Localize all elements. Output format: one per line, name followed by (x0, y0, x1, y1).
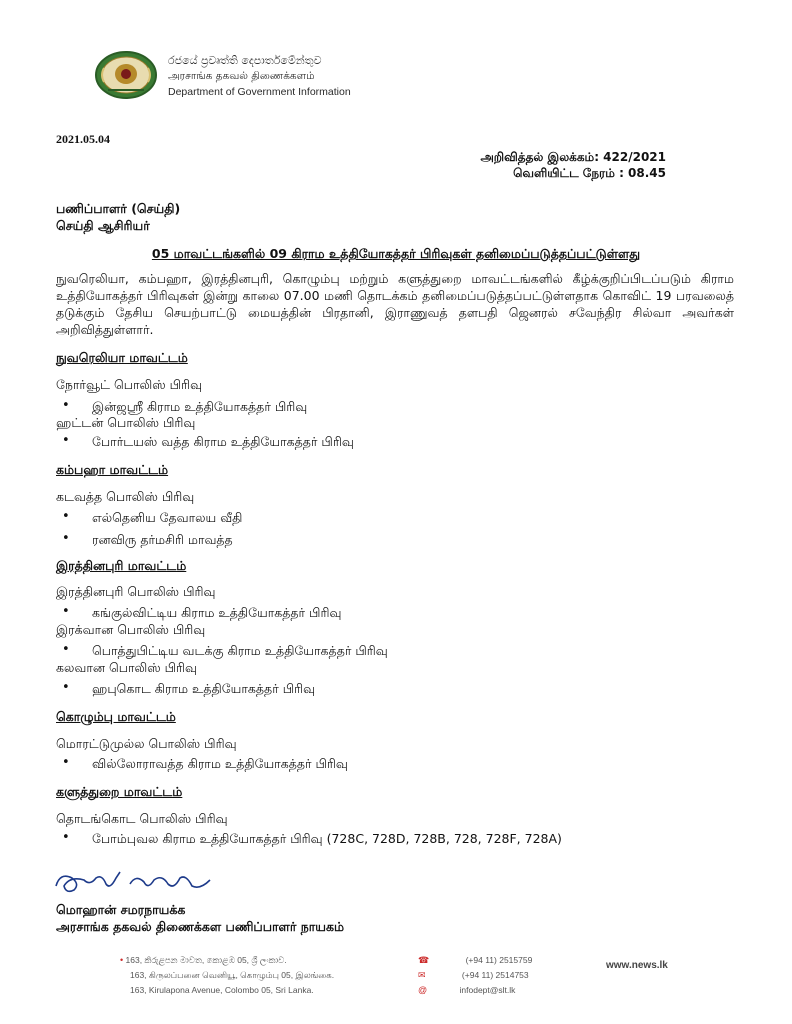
police-division: இரத்தினபுரி பொலிஸ் பிரிவு (56, 584, 216, 599)
police-division: கடவத்த பொலிஸ் பிரிவு (56, 489, 195, 504)
bullet-icon: • (62, 604, 70, 619)
org-name-sinhala: රජයේ ප්‍රවෘත්ති දෙපාර්තමේන්තුව (168, 54, 322, 67)
bullet-icon: • (120, 955, 124, 965)
section-title-nuwara-eliya: நுவரெலியா மாவட்டம் (56, 350, 188, 365)
gn-division-item: போம்புவல கிராம உத்தியோகத்தர் பிரிவு (728C, 728D, 728B, 728, 728F, 728A) (92, 831, 562, 846)
gn-division-item: ரனவிரு தர்மசிரி மாவத்த (92, 532, 233, 547)
police-division: நோர்வூட் பொலிஸ் பிரிவு (56, 377, 203, 392)
section-title-colombo: கொழும்பு மாவட்டம் (56, 709, 176, 724)
bullet-icon: • (62, 398, 70, 413)
signatory-name: மொஹான் சமரநாயக்க (56, 902, 186, 917)
footer-address-tamil: 163, கிருலப்பனை வெனியூ, கொழும்பு 05, இலங்கை. (130, 970, 335, 980)
gn-division-item: வில்லோராவத்த கிராம உத்தியோகத்தர் பிரிவு (92, 756, 348, 771)
bullet-icon: • (62, 433, 70, 448)
bullet-icon: • (62, 680, 70, 695)
footer-email: @ infodept@slt.lk (418, 985, 516, 995)
bullet-icon: • (62, 755, 70, 770)
police-division: மொரட்டுமுல்ல பொலிஸ் பிரிவு (56, 736, 237, 751)
footer-address-english: 163, Kirulapona Avenue, Colombo 05, Sri Lanka. (130, 985, 314, 995)
release-time: வெளியிட்ட நேரம் : 08.45 (513, 166, 666, 180)
addressee-line-1: பணிப்பாளர் (செய்தி) (56, 201, 181, 216)
headline: 05 மாவட்டங்களில் 09 கிராம உத்தியோகத்தர் பிரிவுகள் தனிமைப்படுத்தப்பட்டுள்ளது (151, 246, 641, 261)
bullet-icon: • (62, 830, 70, 845)
email-icon: @ (418, 985, 428, 995)
org-name-tamil: அரசாங்க தகவல் திணைக்களம் (168, 70, 315, 82)
section-title-gampaha: கம்பஹா மாவட்டம் (56, 462, 169, 477)
bullet-icon: • (62, 642, 70, 657)
police-division: ஹட்டன் பொலிஸ் பிரிவு (56, 415, 196, 430)
police-division: இரக்வான பொலிஸ் பிரிவு (56, 622, 206, 637)
signatory-title: அரசாங்க தகவல் திணைக்கள பணிப்பாளர் நாயகம் (56, 919, 345, 934)
footer-fax: ✉ (+94 11) 2514753 (418, 970, 529, 980)
gn-division-item: இன்ஜஸ்ரீ கிராம உத்தியோகத்தர் பிரிவு (92, 399, 308, 414)
police-division: கலவான பொலிஸ் பிரிவு (56, 660, 198, 675)
org-name-english: Department of Government Information (168, 86, 351, 98)
gn-division-item: ஹபுகொட கிராம உத்தியோகத்தர் பிரிவு (92, 681, 316, 696)
section-title-ratnapura: இரத்தினபுரி மாவட்டம் (56, 558, 187, 573)
bullet-icon: • (62, 531, 70, 546)
gn-division-item: போர்டயஸ் வத்த கிராம உத்தியோகத்தர் பிரிவு (92, 434, 354, 449)
footer-website: www.news.lk (606, 960, 668, 971)
police-division: தொடங்கொட பொலிஸ் பிரிவு (56, 811, 228, 826)
gn-division-item: எல்தெனிய தேவாலய வீதி (92, 510, 243, 525)
footer-telephone: ☎ (+94 11) 2515759 (418, 955, 533, 965)
fax-icon: ✉ (418, 970, 426, 980)
footer-address-sinhala: • 163, කිරුළපන මාවත, කොළඹ 05, ශ්‍රී ලංකාව. (120, 955, 287, 965)
gn-division-item: பொத்துபிட்டிய வடக்கு கிராம உத்தியோகத்தர் பிரிவு (92, 643, 388, 658)
signature-image (50, 864, 220, 898)
notice-number: அறிவித்தல் இலக்கம்: 422/2021 (480, 150, 666, 164)
bullet-icon: • (62, 509, 70, 524)
section-title-kalutara: களுத்துறை மாவட்டம் (56, 784, 183, 799)
body-paragraph: நுவரெலியா, கம்பஹா, இரத்தினபுரி, கொழும்பு மற்றும் களுத்துறை மாவட்டங்களில் கீழ்க்குறிப்பிடப்படும் கிராம உத்தியோகத்தர் பிரிவுகள் இன்று காலை 07.00 மணி தொடக்கம் தனிமைப்படுத்தப்பட்டுள்ளதாக கொவிட் 19 பரவலைத் தடுக்கும் தேசிய செயற்பாட்டு மையத்தின் பிரதானி, இராணுவத் தளபதி ஜெனரல் சவேந்திர சில்வா அவர்கள் அறிவித்துள்ளார். (56, 271, 734, 337)
government-emblem-logo (94, 50, 158, 100)
gn-division-item: கங்குல்விட்டிய கிராம உத்தியோகத்தர் பிரிவு (92, 605, 342, 620)
release-date: 2021.05.04 (56, 132, 110, 146)
phone-icon: ☎ (418, 955, 430, 965)
addressee-line-2: செய்தி ஆசிரியர் (56, 218, 150, 233)
